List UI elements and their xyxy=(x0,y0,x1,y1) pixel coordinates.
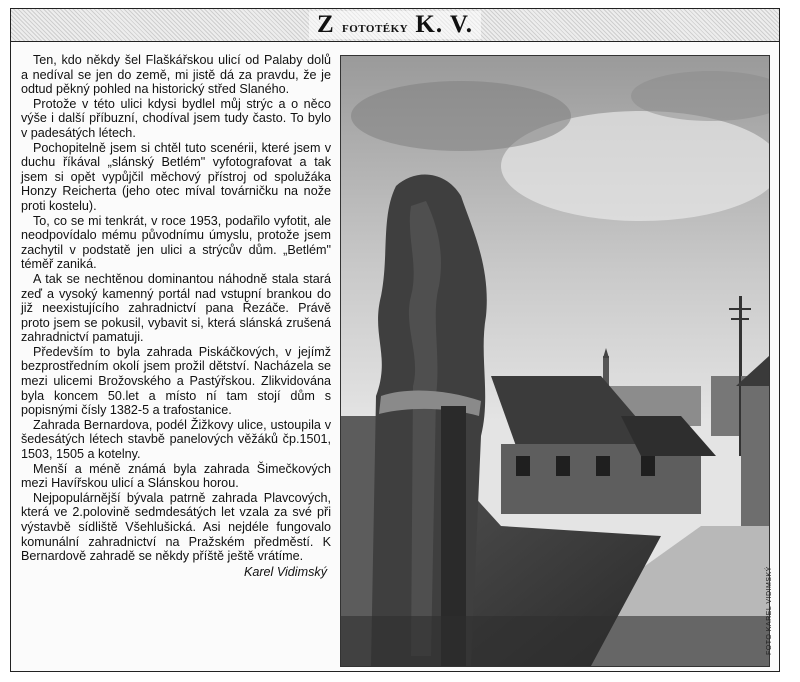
paragraph: To, co se mi tenkrát, v roce 1953, podařilo vyfotit, ale neodpovídalo mému původnímu úmyslu, protože jsem zachytil v podstatě jen ulici a strýcův dům. „Betlém" téměř zaniká. xyxy=(21,213,331,272)
title-middle: fototéky xyxy=(341,20,409,36)
paragraph: Zahrada Bernardova, podél Žižkovy ulice, ustoupila v šedesátých létech stavbě panelových věžáků čp.1501, 1503, 1505 a kotelny. xyxy=(21,417,331,462)
author-signature: Karel Vidimský xyxy=(243,564,327,579)
paragraph: Ten, kdo někdy šel Flaškářskou ulicí od Palaby dolů a nedíval se jen do země, mi jistě dá za pravdu, že je odtud pěkný pohled na historický střed Slaného. xyxy=(21,53,331,97)
article-body xyxy=(21,53,331,579)
title-suffix: K. V. xyxy=(415,11,473,38)
title-prefix: Z xyxy=(317,11,335,38)
section-title xyxy=(309,11,481,39)
photo-credit: FOTO KAREL VIDIMSKÝ xyxy=(766,566,773,655)
street-scene-image xyxy=(341,56,769,666)
article-frame xyxy=(10,8,780,672)
paragraph: Protože v této ulici kdysi bydlel můj strýc a o něco výše i další příbuzní, chodíval jsem tudy často. To bylo v padesátých létech. xyxy=(21,96,331,140)
paragraph: Menší a méně známá byla zahrada Šimečkových mezi Havířskou ulicí a Slánskou horou. xyxy=(21,461,331,491)
paragraph: A tak se nechtěnou dominantou náhodně stala stará zeď a vysoký kamenný portál nad vstupní brankou do již neexistujícího zahradnictví pana Řezáče. Právě proto jsem se pokusil, vybavit si, která slánská zrušená zahradnictví pamatuji. xyxy=(21,271,331,345)
paragraph: Nejpopulárnější bývala patrně zahrada Plavcových, která ve 2.polovině sedmdesátých let vzala za své při výstavbě sídliště Všehlušická. Asi nejdéle fungovalo komunální zahradnictví na Pražském předměstí. K Bernardově zahradě se někdy příště ještě vrátíme. xyxy=(21,490,331,564)
historic-photo xyxy=(340,55,770,667)
paragraph: Pochopitelně jsem si chtěl tuto scenérii, které jsem v duchu říkával „slánský Betlém" vyfotografovat a tak jsem si opět vypůjčil měchový přístroj od spolužáka Honzy Reicherta (jeho otec míval továrničku na nože proti kostelu). xyxy=(21,140,331,213)
paragraph: Především to byla zahrada Piskáčkových, v jejímž bezprostředním okolí jsem prožil dětství. Nacházela se mezi ulicemi Brožovského a Pastýřskou. Zlikvidována byla koncem 50.let a místo ní tam stojí dům s popisnými čísly 1382-5 a trafostanice. xyxy=(21,344,331,418)
section-header xyxy=(11,9,779,42)
